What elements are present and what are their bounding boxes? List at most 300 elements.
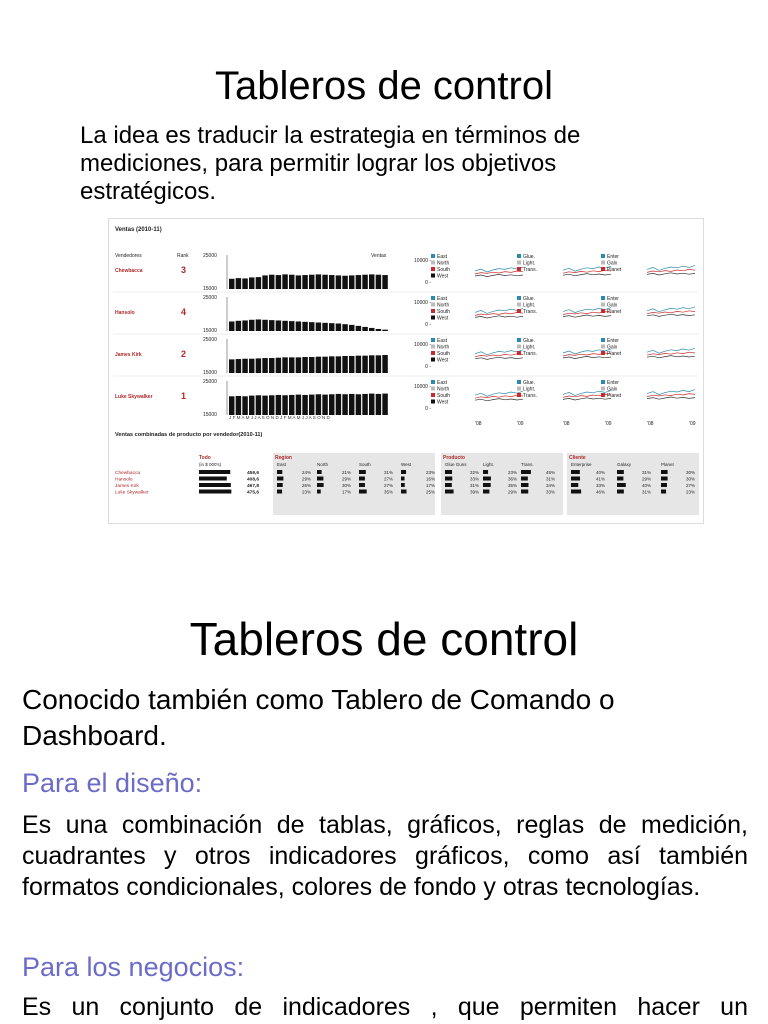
sales-bar xyxy=(382,355,387,373)
seller-rank: 4 xyxy=(181,307,187,317)
sales-bar xyxy=(329,356,334,373)
sales-bar xyxy=(382,330,387,331)
legend-label: Planet xyxy=(607,267,622,273)
legend-swatch xyxy=(517,345,521,349)
legend-label: Glue. xyxy=(523,296,535,302)
legend-swatch xyxy=(517,303,521,307)
region-cell: 27% xyxy=(383,483,393,488)
product-cell: 35% xyxy=(507,483,517,488)
sales-bar xyxy=(269,275,274,289)
sales-bar xyxy=(289,275,294,289)
cell-bar xyxy=(483,483,491,487)
todo-value: 475,6 xyxy=(246,490,259,496)
legend-label: Light. xyxy=(523,302,536,309)
sales-bar xyxy=(242,396,247,415)
sales-bar xyxy=(262,396,267,415)
trend-line xyxy=(475,312,523,315)
sales-bar xyxy=(369,355,374,373)
table-row-name: Hansolo xyxy=(115,477,133,483)
sales-bar xyxy=(309,395,314,415)
client-col-header: Planet xyxy=(661,462,674,467)
legend-label: Light. xyxy=(523,260,536,267)
sales-bar xyxy=(382,394,387,415)
legend-label: East xyxy=(437,254,448,260)
sales-bar xyxy=(336,324,341,331)
sales-bar xyxy=(296,357,301,373)
sales-bar xyxy=(282,357,287,373)
legend-swatch xyxy=(431,358,435,362)
legend-swatch xyxy=(431,261,435,265)
todo-bar xyxy=(199,483,231,487)
trend-line xyxy=(475,395,523,398)
legend-label: Galx xyxy=(607,302,618,309)
sales-bar xyxy=(296,275,301,289)
cell-bar xyxy=(483,490,489,494)
trend-line xyxy=(563,274,611,276)
sales-bar xyxy=(376,275,381,289)
sales-bar xyxy=(342,394,347,415)
legend-label: Light. xyxy=(523,386,536,393)
sales-bar xyxy=(362,327,367,331)
trend-line xyxy=(647,269,695,272)
legend-swatch xyxy=(517,296,521,300)
sales-bar xyxy=(329,323,334,331)
sales-bar xyxy=(269,358,274,373)
legend-label: Planet xyxy=(607,393,622,399)
cell-bar xyxy=(277,490,282,494)
legend-swatch xyxy=(601,380,605,384)
sales-bar xyxy=(376,355,381,373)
trend-line xyxy=(475,271,523,274)
sales-bar xyxy=(249,277,254,289)
cell-bar xyxy=(571,483,578,487)
cell-bar xyxy=(521,483,528,487)
sales-bar xyxy=(322,323,327,331)
sales-bar xyxy=(349,325,354,331)
sales-bar xyxy=(256,319,261,331)
region-cell: 24% xyxy=(301,470,311,475)
sales-bar xyxy=(276,320,281,331)
legend-label: West xyxy=(437,357,449,364)
region-tick-bottom: 0 - xyxy=(425,280,431,286)
table-row-name: Chewbacca xyxy=(115,471,141,476)
legend-label: Enter xyxy=(607,296,619,302)
seller-rank: 3 xyxy=(181,265,187,275)
region-cell: 30% xyxy=(341,483,351,488)
region-tick-bottom: 0 - xyxy=(425,322,431,328)
sales-bar xyxy=(262,358,267,373)
cell-bar xyxy=(401,477,405,481)
sales-bar xyxy=(349,275,354,289)
legend-label: Trans. xyxy=(523,393,537,399)
cell-bar xyxy=(617,470,624,474)
legend-label: East xyxy=(437,296,448,302)
client-cell: 33% xyxy=(595,483,605,488)
todo-value: 467,8 xyxy=(246,484,259,489)
legend-swatch xyxy=(601,296,605,300)
legend-swatch xyxy=(431,400,435,404)
design-paragraph: Es una combinación de tablas, gráficos, reglas de medición, cuadrantes y otros indicadores gráficos, como así también formatos condicionales, colores de fondo y otras tecnologías. xyxy=(22,811,748,901)
sales-bar xyxy=(382,275,387,289)
cell-bar xyxy=(445,490,454,494)
trend-line xyxy=(563,398,611,400)
legend-label: Trans. xyxy=(523,267,537,273)
legend-swatch xyxy=(517,338,521,342)
legend-swatch xyxy=(431,296,435,300)
region-cell: 21% xyxy=(341,470,351,475)
sales-bar xyxy=(249,396,254,415)
product-col-header: Trans. xyxy=(521,462,534,467)
trend-line xyxy=(563,315,611,317)
client-cell: 29% xyxy=(641,476,651,482)
legend-swatch xyxy=(431,351,435,355)
cell-bar xyxy=(445,470,452,474)
legend-label: South xyxy=(437,309,451,315)
cell-bar xyxy=(661,477,668,481)
sales-bar xyxy=(289,395,294,415)
col-ventas: Ventas xyxy=(371,253,387,259)
sales-bar xyxy=(362,356,367,373)
seller-name: Chewbacca xyxy=(115,268,143,274)
product-cell: 34% xyxy=(545,483,555,488)
trend-line xyxy=(647,273,695,275)
sales-bar xyxy=(302,275,307,289)
client-cell: 27% xyxy=(685,483,695,488)
legend-label: Galx xyxy=(607,386,618,393)
col-rank: Rank xyxy=(177,253,189,259)
sales-bar xyxy=(229,396,234,415)
trend-line xyxy=(647,311,695,314)
sales-bar xyxy=(342,356,347,373)
legend-label: North xyxy=(437,386,450,393)
product-header: Producto xyxy=(443,455,465,461)
seller-name: Hansolo xyxy=(115,310,135,316)
legend-swatch xyxy=(431,309,435,313)
sales-bar xyxy=(262,275,267,289)
sales-bar xyxy=(289,321,294,331)
sales-bar xyxy=(262,320,267,331)
product-col-header: Glue Guns xyxy=(445,462,467,467)
dashboard-graphic xyxy=(109,219,703,523)
product-cell: 36% xyxy=(507,476,517,482)
sales-bar xyxy=(269,320,274,331)
sales-bar xyxy=(256,395,261,415)
legend-swatch xyxy=(431,267,435,271)
sales-bar xyxy=(376,394,381,415)
sales-bar xyxy=(316,323,321,332)
todo-bar xyxy=(199,490,231,494)
y-tick-bottom: 15000 xyxy=(203,412,217,418)
product-cell: 31% xyxy=(469,483,479,488)
year-label: '09 xyxy=(605,421,612,427)
cell-bar xyxy=(661,470,668,474)
trend-line xyxy=(647,352,695,355)
year-label: '08 xyxy=(647,421,654,427)
seller-rank: 1 xyxy=(181,391,187,401)
region-col-header: East xyxy=(277,462,287,467)
sales-bar xyxy=(242,359,247,373)
seller-name: James Kirk xyxy=(115,352,142,358)
sales-bar xyxy=(282,395,287,415)
sales-bar xyxy=(309,357,314,373)
legend-label: Galx xyxy=(607,260,618,267)
region-col-header: West xyxy=(401,462,412,467)
sales-bar xyxy=(302,322,307,331)
cell-bar xyxy=(571,490,581,494)
sales-bar xyxy=(316,357,321,373)
cell-bar xyxy=(521,470,531,474)
cell-bar xyxy=(483,470,488,474)
client-cell: 31% xyxy=(641,489,651,495)
legend-label: Enter xyxy=(607,338,619,344)
cell-bar xyxy=(661,483,667,487)
cell-bar xyxy=(445,477,452,481)
legend-label: Trans. xyxy=(523,351,537,357)
product-cell: 31% xyxy=(545,476,555,482)
trend-line xyxy=(475,316,523,318)
trend-line xyxy=(475,274,523,276)
todo-value: 408,6 xyxy=(246,477,259,483)
client-cell: 46% xyxy=(595,489,605,495)
sales-bar xyxy=(322,357,327,373)
y-tick-bottom: 15000 xyxy=(203,328,217,334)
legend-swatch xyxy=(431,303,435,307)
legend-label: West xyxy=(437,399,449,406)
product-col-header: Light. xyxy=(483,462,495,467)
trend-line xyxy=(647,314,695,316)
legend-label: Trans. xyxy=(523,309,537,315)
legend-swatch xyxy=(431,338,435,342)
todo-sub: (in $ 000's) xyxy=(199,462,222,467)
sales-bar xyxy=(349,394,354,415)
region-col-header: North xyxy=(317,462,329,467)
slide-1-intro: La idea es traducir la estrategia en términos de mediciones, para permitir lograr los objetivos estratégicos. xyxy=(80,122,581,205)
sales-bar xyxy=(362,394,367,415)
sales-bar xyxy=(282,321,287,331)
client-cell: 30% xyxy=(685,470,695,475)
cell-bar xyxy=(359,477,365,481)
sales-bar xyxy=(362,275,367,289)
legend-swatch xyxy=(601,309,605,313)
cell-bar xyxy=(277,470,282,474)
legend-label: North xyxy=(437,302,450,309)
legend-swatch xyxy=(431,316,435,320)
trend-line xyxy=(563,356,611,358)
sales-bar xyxy=(229,279,234,289)
legend-swatch xyxy=(431,274,435,278)
sales-bar xyxy=(369,328,374,331)
client-cell: 23% xyxy=(685,489,695,495)
trend-line xyxy=(647,356,695,358)
table-row-name: James Kirk xyxy=(115,484,139,489)
product-cell: 33% xyxy=(545,489,555,495)
sales-bar xyxy=(296,395,301,415)
sales-bar xyxy=(309,322,314,331)
cell-bar xyxy=(617,477,623,481)
sales-bar xyxy=(356,326,361,331)
legend-label: Glue. xyxy=(523,254,535,260)
slide-1-title: Tableros de control xyxy=(215,64,553,108)
legend-swatch xyxy=(431,393,435,397)
cell-bar xyxy=(571,470,580,474)
region-cell: 31% xyxy=(383,470,393,475)
sales-bar xyxy=(329,275,334,289)
product-cell: 29% xyxy=(507,489,517,495)
trend-line xyxy=(475,399,523,401)
region-tick-top: 10000 - xyxy=(414,342,431,348)
cell-bar xyxy=(617,490,624,494)
year-label: '08 xyxy=(475,421,482,427)
sales-bar xyxy=(249,359,254,373)
legend-label: South xyxy=(437,267,451,273)
cell-bar xyxy=(401,483,405,487)
cell-bar xyxy=(317,470,322,474)
year-label: '09 xyxy=(689,421,696,427)
legend-swatch xyxy=(601,254,605,258)
legend-swatch xyxy=(517,254,521,258)
client-cell: 41% xyxy=(595,476,605,482)
sales-bar xyxy=(342,276,347,289)
month-axis: J F M A M J J A S O N D J F M A M J J A S O N D xyxy=(229,415,330,420)
cell-bar xyxy=(401,470,406,474)
table-row-name: Luke Skywalker xyxy=(115,490,149,496)
y-tick-top: 25000 xyxy=(203,253,217,259)
legend-label: West xyxy=(437,315,449,322)
client-cell: 40% xyxy=(595,470,605,475)
legend-swatch xyxy=(601,261,605,265)
cell-bar xyxy=(483,477,491,481)
cell-bar xyxy=(521,490,528,494)
legend-swatch xyxy=(517,309,521,313)
legend-label: South xyxy=(437,351,451,357)
client-cell: 40% xyxy=(641,483,651,488)
legend-label: Galx xyxy=(607,344,618,351)
cell-bar xyxy=(401,490,407,494)
sales-bar xyxy=(369,274,374,289)
region-col-header: South xyxy=(359,462,371,467)
region-cell: 17% xyxy=(425,483,435,488)
legend-swatch xyxy=(431,345,435,349)
sales-bar xyxy=(316,274,321,289)
todo-value: 459,6 xyxy=(246,471,259,476)
sales-bar xyxy=(269,395,274,415)
sales-bar xyxy=(336,356,341,373)
region-cell: 29% xyxy=(341,476,351,482)
business-paragraph: Es un conjunto de indicadores , que permiten hacer un xyxy=(22,993,748,1021)
sales-bar xyxy=(289,357,294,373)
legend-swatch xyxy=(431,387,435,391)
legend-label: Planet xyxy=(607,309,622,315)
region-cell: 16% xyxy=(425,476,435,482)
sales-bar xyxy=(242,320,247,331)
client-cell: 31% xyxy=(641,470,651,475)
sales-bar xyxy=(356,394,361,415)
cell-bar xyxy=(359,483,365,487)
sales-bar xyxy=(236,396,241,415)
region-header: Region xyxy=(275,455,292,461)
legend-swatch xyxy=(517,261,521,265)
legend-swatch xyxy=(601,338,605,342)
legend-label: East xyxy=(437,380,448,386)
sales-bar xyxy=(356,275,361,289)
slide-2-title: Tableros de control xyxy=(189,613,579,665)
sales-bar xyxy=(349,356,354,373)
todo-header: Todo xyxy=(199,455,211,461)
client-cell: 30% xyxy=(685,476,695,482)
legend-label: North xyxy=(437,344,450,351)
sales-bar xyxy=(236,321,241,331)
legend-swatch xyxy=(517,387,521,391)
legend-label: West xyxy=(437,273,449,280)
trend-line xyxy=(647,394,695,397)
legend-label: North xyxy=(437,260,450,267)
sales-bar xyxy=(256,358,261,373)
cell-bar xyxy=(445,483,452,487)
cell-bar xyxy=(277,477,283,481)
cell-bar xyxy=(317,490,321,494)
cell-bar xyxy=(521,477,528,481)
sales-bar xyxy=(316,394,321,415)
legend-label: East xyxy=(437,338,448,344)
sales-bar xyxy=(342,324,347,331)
product-cell: 33% xyxy=(469,476,479,482)
sales-bar xyxy=(229,321,234,331)
region-cell: 29% xyxy=(301,476,311,482)
cell-bar xyxy=(571,477,580,481)
region-cell: 26% xyxy=(301,483,311,488)
cell-bar xyxy=(359,470,366,474)
y-tick-top: 25000 xyxy=(203,379,217,385)
sales-bar xyxy=(322,395,327,415)
legend-label: Planet xyxy=(607,351,622,357)
region-cell: 17% xyxy=(341,489,351,495)
sales-bar xyxy=(336,394,341,415)
legend-swatch xyxy=(517,351,521,355)
region-cell: 23% xyxy=(301,489,311,495)
sales-bar xyxy=(276,358,281,373)
region-tick-top: 10000 - xyxy=(414,300,431,306)
sales-bar xyxy=(329,394,334,415)
legend-swatch xyxy=(517,380,521,384)
sales-bar xyxy=(249,320,254,331)
cell-bar xyxy=(317,477,323,481)
cell-bar xyxy=(661,490,666,494)
client-header: Cliente xyxy=(569,455,586,461)
legend-label: Glue. xyxy=(523,380,535,386)
sales-bar xyxy=(376,329,381,331)
sales-bar xyxy=(336,275,341,289)
section-2-title: Ventas combinadas de producto por vendedor(2010-11) xyxy=(115,432,263,438)
product-cell: 23% xyxy=(507,470,517,475)
cell-bar xyxy=(277,483,283,487)
todo-bar xyxy=(199,477,227,481)
region-cell: 25% xyxy=(425,489,435,495)
y-tick-top: 25000 xyxy=(203,295,217,301)
trend-line xyxy=(475,354,523,357)
heading-design: Para el diseño: xyxy=(22,768,203,798)
legend-swatch xyxy=(601,351,605,355)
sales-bar xyxy=(322,275,327,289)
slide-2 xyxy=(0,560,768,1024)
sales-bar xyxy=(356,356,361,373)
legend-label: Enter xyxy=(607,254,619,260)
sales-bar xyxy=(229,359,234,373)
cell-bar xyxy=(617,483,626,487)
sales-bar xyxy=(236,359,241,373)
legend-swatch xyxy=(601,387,605,391)
region-cell: 27% xyxy=(383,476,393,482)
y-tick-bottom: 15000 xyxy=(203,286,217,292)
